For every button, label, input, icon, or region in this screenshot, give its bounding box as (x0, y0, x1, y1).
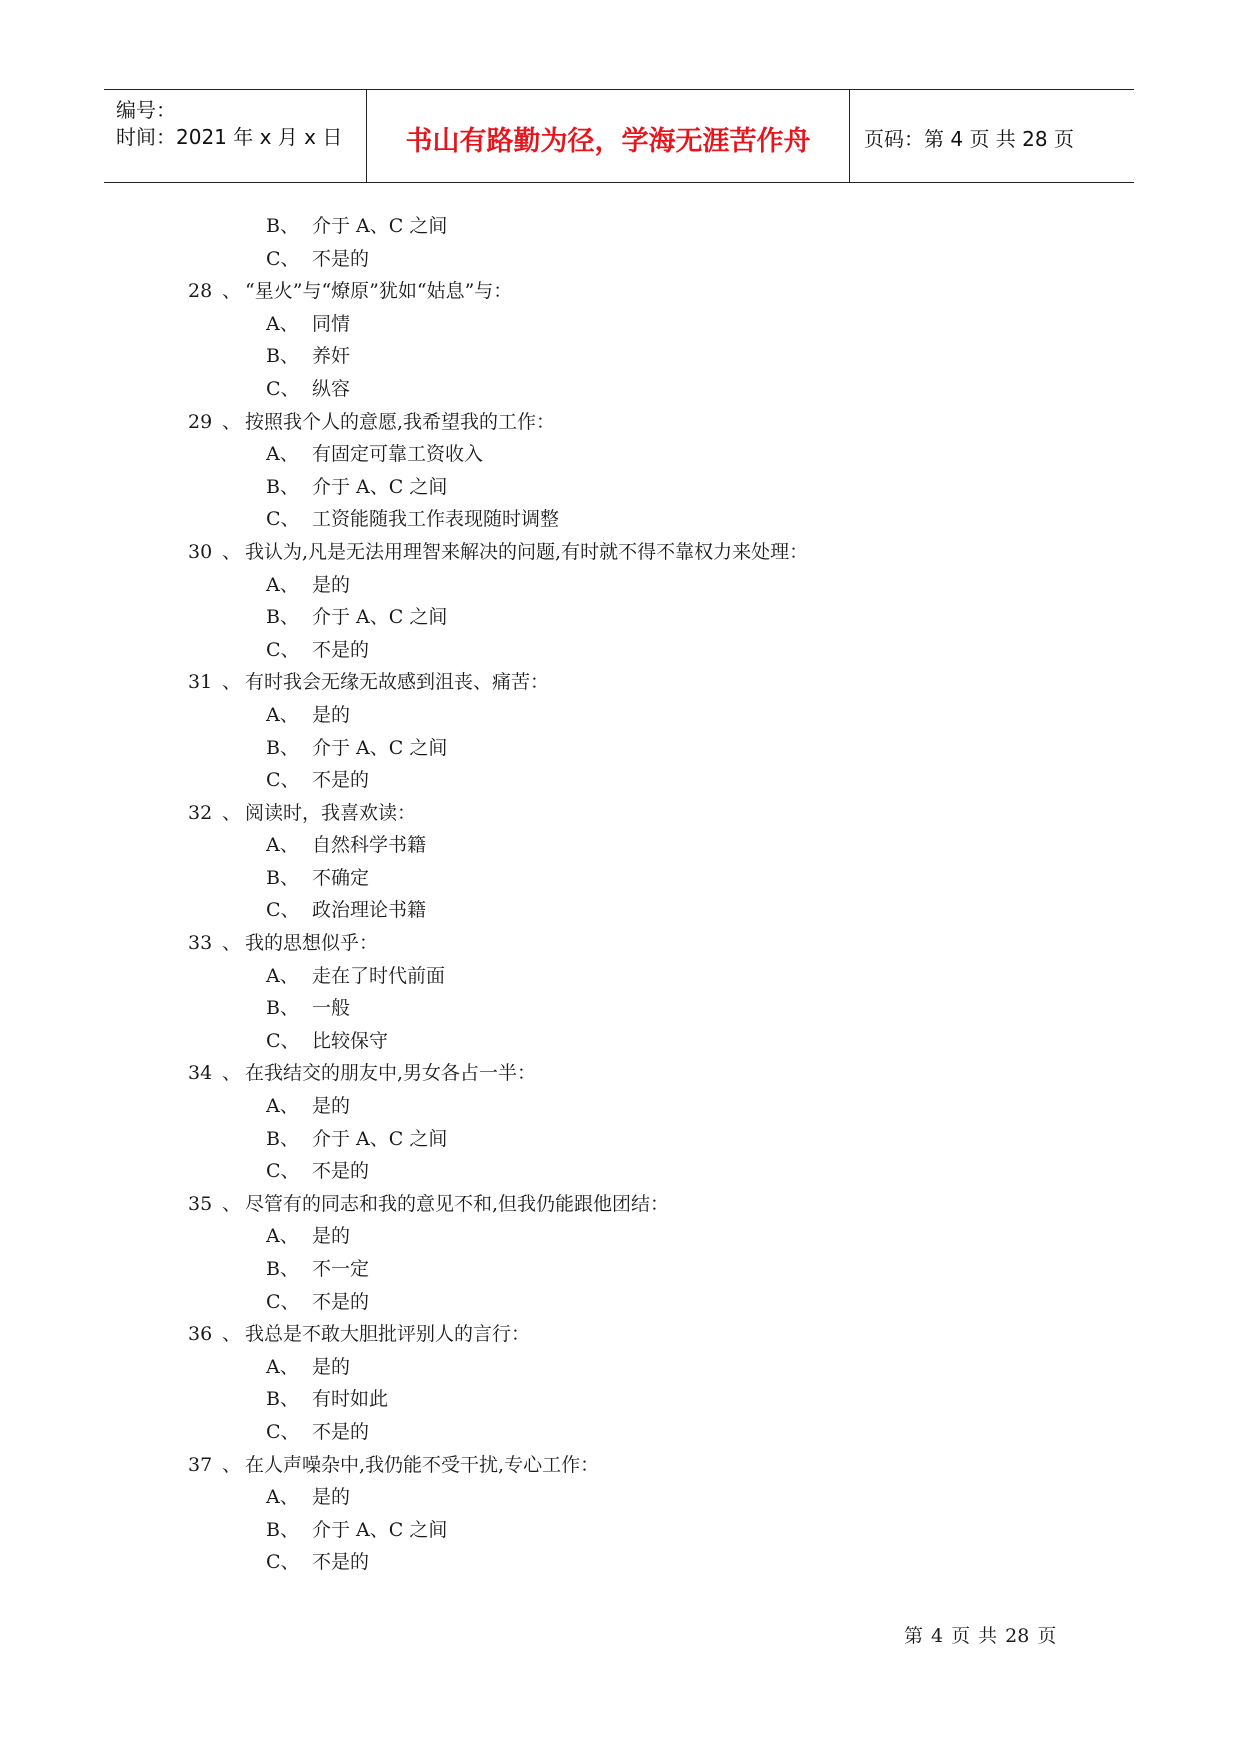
question-row: 28 、 “星火”与“燎原”犹如“姑息”与： (0, 275, 1241, 308)
option-row (0, 1416, 1241, 1449)
option-row (0, 829, 1241, 862)
question-row: 35 、 尽管有的同志和我的意见不和,但我仍能跟他团结： (0, 1188, 1241, 1221)
question-list (0, 210, 1241, 1579)
option-text: 介于 A、C 之间 (312, 606, 448, 629)
option-row (0, 1025, 1241, 1058)
option-row (0, 438, 1241, 471)
option-letter: C、 (266, 1029, 300, 1052)
option-letter: A、 (266, 573, 299, 596)
option-text: 走在了时代前面 (312, 964, 446, 987)
page-header (104, 89, 1134, 183)
option-row (0, 1286, 1241, 1319)
option-letter: B、 (266, 1518, 299, 1541)
option-letter: C、 (266, 638, 300, 661)
question-number: 29 (188, 410, 213, 433)
option-row (0, 699, 1241, 732)
option-letter: B、 (266, 475, 299, 498)
question-row: 36 、 我总是不敢大胆批评别人的言行： (0, 1318, 1241, 1351)
option-row (0, 471, 1241, 504)
question-number: 31 (188, 671, 213, 694)
option-text: 是的 (312, 703, 351, 726)
question-row: 31 、 有时我会无缘无故感到沮丧、痛苦： (0, 666, 1241, 699)
option-text: 同情 (312, 312, 351, 335)
question-text: 我认为,凡是无法用理智来解决的问题,有时就不得不靠权力来处理： (245, 540, 809, 563)
option-row (0, 634, 1241, 667)
option-text: 一般 (312, 997, 351, 1020)
footer-word: 页 (1037, 1625, 1057, 1647)
option-text: 养奸 (312, 345, 351, 368)
option-text: 介于 A、C 之间 (312, 1127, 448, 1150)
option-row (0, 1090, 1241, 1123)
option-text: 是的 (312, 1095, 351, 1118)
option-letter: C、 (266, 899, 300, 922)
option-letter: B、 (266, 1388, 299, 1411)
option-row (0, 373, 1241, 406)
option-row (0, 210, 1241, 243)
option-row (0, 503, 1241, 536)
question-number: 32 (188, 801, 213, 824)
option-letter: A、 (266, 703, 299, 726)
option-text: 不一定 (312, 1258, 370, 1280)
question-number: 33 (188, 932, 213, 955)
option-row (0, 308, 1241, 341)
option-row (0, 569, 1241, 602)
option-row (0, 894, 1241, 927)
question-text: 我总是不敢大胆批评别人的言行： (245, 1323, 531, 1346)
footer-page-number: 4 (931, 1625, 944, 1647)
option-text: 纵容 (312, 377, 351, 400)
option-letter: B、 (266, 345, 299, 368)
option-letter: B、 (266, 1127, 299, 1150)
header-left-cell (104, 90, 366, 182)
option-letter: B、 (266, 736, 299, 759)
option-row (0, 340, 1241, 373)
question-text: 阅读时，我喜欢读： (245, 801, 417, 824)
option-text: 介于 A、C 之间 (312, 475, 448, 498)
question-text: “星火”与“燎原”犹如“姑息”与： (245, 280, 513, 303)
option-letter: C、 (266, 1551, 300, 1574)
option-row (0, 992, 1241, 1025)
header-right-cell (850, 90, 1134, 182)
option-row (0, 1123, 1241, 1156)
footer-word: 共 (978, 1625, 998, 1647)
option-text: 政治理论书籍 (312, 899, 427, 922)
question-text: 有时我会无缘无故感到沮丧、痛苦： (245, 671, 550, 694)
question-text: 尽管有的同志和我的意见不和,但我仍能跟他团结： (245, 1192, 670, 1215)
option-row (0, 1383, 1241, 1416)
option-text: 自然科学书籍 (312, 834, 427, 857)
option-row (0, 1514, 1241, 1547)
option-letter: C、 (266, 1160, 300, 1183)
option-letter: A、 (266, 834, 299, 857)
option-text: 不是的 (312, 1551, 370, 1574)
question-text: 在我结交的朋友中,男女各占一半： (245, 1062, 537, 1085)
page-footer (904, 1621, 1064, 1648)
option-row (0, 960, 1241, 993)
option-row (0, 1253, 1241, 1286)
option-row (0, 1155, 1241, 1188)
option-letter: C、 (266, 247, 300, 270)
option-text: 不是的 (312, 1160, 370, 1183)
option-letter: A、 (266, 443, 299, 466)
option-text: 不是的 (312, 1290, 370, 1313)
option-text: 不是的 (312, 638, 370, 661)
question-number: 37 (188, 1453, 213, 1476)
option-text: 不是的 (312, 247, 370, 270)
question-row: 33 、 我的思想似乎： (0, 927, 1241, 960)
question-number: 28 (188, 280, 213, 303)
question-row: 37 、 在人声噪杂中,我仍能不受干扰,专心工作： (0, 1449, 1241, 1482)
footer-total-pages: 28 (1005, 1625, 1030, 1647)
option-row (0, 1351, 1241, 1384)
option-row (0, 1481, 1241, 1514)
option-row (0, 1546, 1241, 1579)
option-text: 是的 (312, 1355, 351, 1378)
option-text: 有时如此 (312, 1388, 389, 1411)
option-row (0, 1220, 1241, 1253)
option-letter: B、 (266, 997, 299, 1020)
option-letter: A、 (266, 1355, 299, 1378)
document-time: 时间：2021 年 x 月 x 日 (116, 125, 343, 149)
option-letter: C、 (266, 1290, 300, 1313)
option-text: 是的 (312, 1486, 351, 1509)
question-number: 34 (188, 1062, 213, 1085)
option-row (0, 601, 1241, 634)
option-letter: B、 (266, 215, 299, 237)
option-letter: A、 (266, 964, 299, 987)
question-row: 30 、 我认为,凡是无法用理智来解决的问题,有时就不得不靠权力来处理： (0, 536, 1241, 569)
option-text: 不确定 (312, 866, 370, 889)
option-letter: A、 (266, 1095, 299, 1118)
question-text: 我的思想似乎： (245, 932, 379, 955)
question-row: 32 、 阅读时，我喜欢读： (0, 797, 1241, 830)
question-row: 34 、 在我结交的朋友中,男女各占一半： (0, 1057, 1241, 1090)
option-letter: B、 (266, 606, 299, 629)
option-letter: A、 (266, 1225, 299, 1248)
option-text: 不是的 (312, 1420, 370, 1443)
option-row (0, 732, 1241, 765)
option-text: 是的 (312, 1225, 351, 1248)
option-text: 是的 (312, 573, 351, 596)
question-text: 在人声噪杂中,我仍能不受干扰,专心工作： (245, 1453, 600, 1476)
option-text: 介于 A、C 之间 (312, 215, 448, 237)
option-letter: A、 (266, 312, 299, 335)
option-letter: B、 (266, 1258, 299, 1280)
header-page-info: 页码：第 4 页 共 28 页 (864, 127, 1074, 151)
option-letter: B、 (266, 866, 299, 889)
option-text: 有固定可靠工资收入 (312, 443, 484, 466)
option-text: 工资能随我工作表现随时调整 (312, 508, 560, 531)
option-letter: C、 (266, 508, 300, 531)
option-text: 比较保守 (312, 1029, 389, 1052)
option-row (0, 764, 1241, 797)
option-text: 介于 A、C 之间 (312, 736, 448, 759)
option-letter: C、 (266, 1420, 300, 1443)
option-letter: C、 (266, 769, 300, 792)
question-number: 35 (188, 1192, 213, 1215)
header-middle-cell (366, 90, 850, 182)
footer-word: 页 (951, 1625, 971, 1647)
option-text: 介于 A、C 之间 (312, 1518, 448, 1541)
question-number: 30 (188, 540, 213, 563)
question-row: 29 、 按照我个人的意愿,我希望我的工作： (0, 406, 1241, 439)
option-letter: C、 (266, 377, 300, 400)
option-text: 不是的 (312, 769, 370, 792)
option-row (0, 862, 1241, 895)
question-text: 按照我个人的意愿,我希望我的工作： (245, 410, 556, 433)
footer-word: 第 (904, 1625, 924, 1647)
option-letter: A、 (266, 1486, 299, 1509)
option-row (0, 243, 1241, 276)
question-number: 36 (188, 1323, 213, 1346)
header-motto: 书山有路勤为径，学海无涯苦作舟 (405, 126, 811, 157)
document-number-label: 编号： (116, 98, 176, 122)
